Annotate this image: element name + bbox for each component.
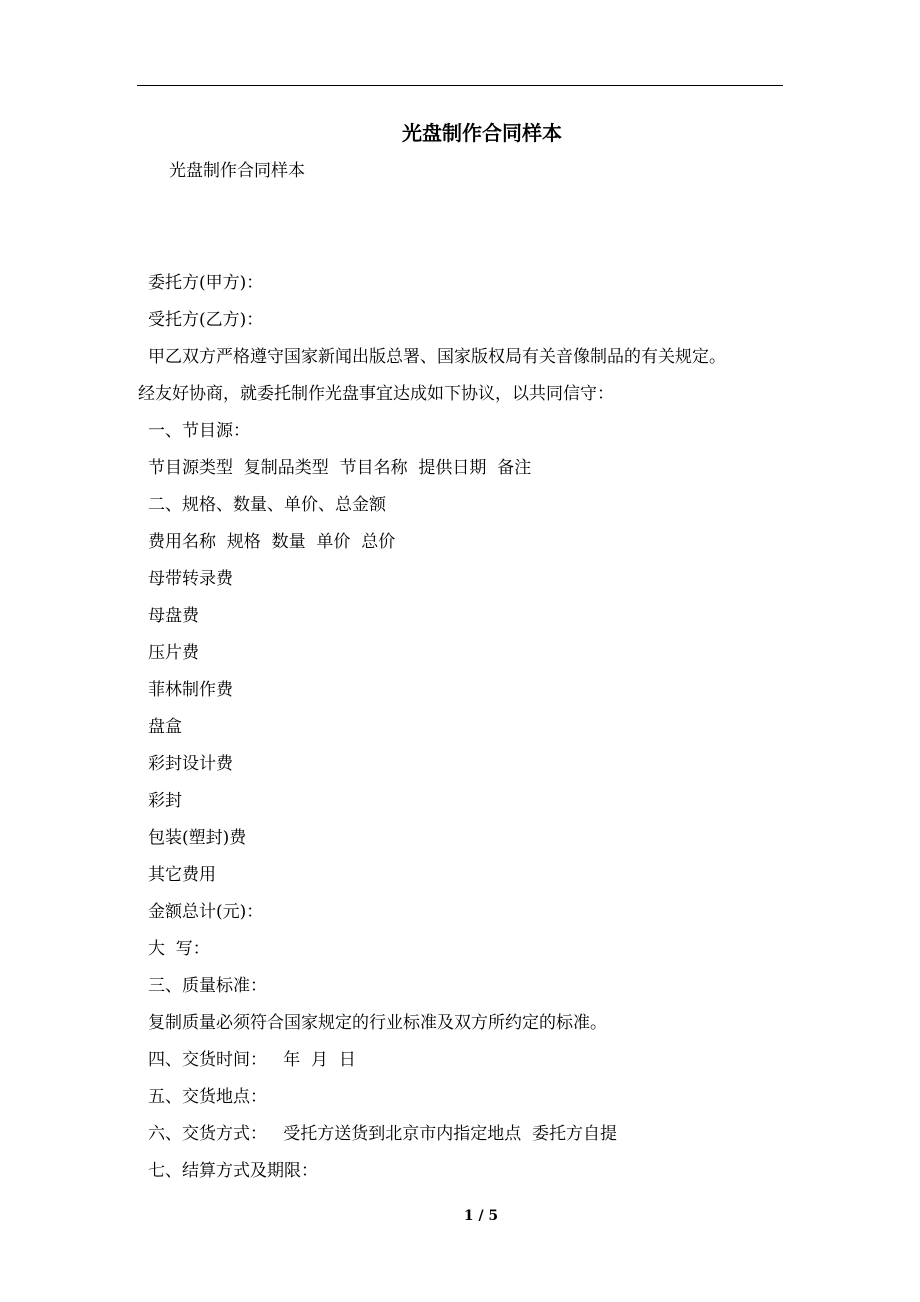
document-subtitle: 光盘制作合同样本 — [169, 161, 305, 181]
delivery-location-line: 五、交货地点： — [148, 1087, 267, 1107]
program-source-header-row: 节目源类型 复制品类型 节目名称 提供日期 备注 — [148, 458, 532, 478]
fee-item: 压片费 — [148, 643, 199, 663]
total-amount-line: 金额总计(元)： — [148, 902, 264, 922]
quality-standard-text: 复制质量必须符合国家规定的行业标准及双方所约定的标准。 — [148, 1013, 607, 1033]
page-number: 1 / 5 — [463, 1208, 499, 1224]
section-heading-pricing: 二、规格、数量、单价、总金额 — [148, 495, 386, 515]
section-heading-program-source: 一、节目源： — [148, 421, 250, 441]
preamble-line-2: 经友好协商，就委托制作光盘事宜达成如下协议，以共同信守： — [138, 384, 614, 404]
fee-item: 母盘费 — [148, 606, 199, 626]
delivery-method-line: 六、交货方式： 受托方送货到北京市内指定地点 委托方自提 — [148, 1124, 618, 1144]
fee-item: 菲林制作费 — [148, 680, 233, 700]
amount-in-words-line: 大 写： — [148, 939, 210, 959]
fee-item: 包装(塑封)费 — [148, 828, 247, 848]
fee-item: 盘盒 — [148, 717, 182, 737]
preamble-line-1: 甲乙双方严格遵守国家新闻出版总署、国家版权局有关音像制品的有关规定。 — [148, 347, 726, 367]
document-title: 光盘制作合同样本 — [402, 121, 562, 145]
party-b-line: 受托方(乙方)： — [148, 310, 264, 330]
settlement-terms-line: 七、结算方式及期限： — [148, 1161, 318, 1181]
section-heading-quality: 三、质量标准： — [148, 976, 267, 996]
delivery-time-line: 四、交货时间： 年 月 日 — [148, 1050, 356, 1070]
header-rule — [137, 85, 783, 86]
fee-item: 其它费用 — [148, 865, 216, 885]
fee-table-header-row: 费用名称 规格 数量 单价 总价 — [148, 532, 396, 552]
fee-item: 彩封 — [148, 791, 182, 811]
fee-item: 母带转录费 — [148, 569, 233, 589]
fee-item: 彩封设计费 — [148, 754, 233, 774]
party-a-line: 委托方(甲方)： — [148, 273, 264, 293]
